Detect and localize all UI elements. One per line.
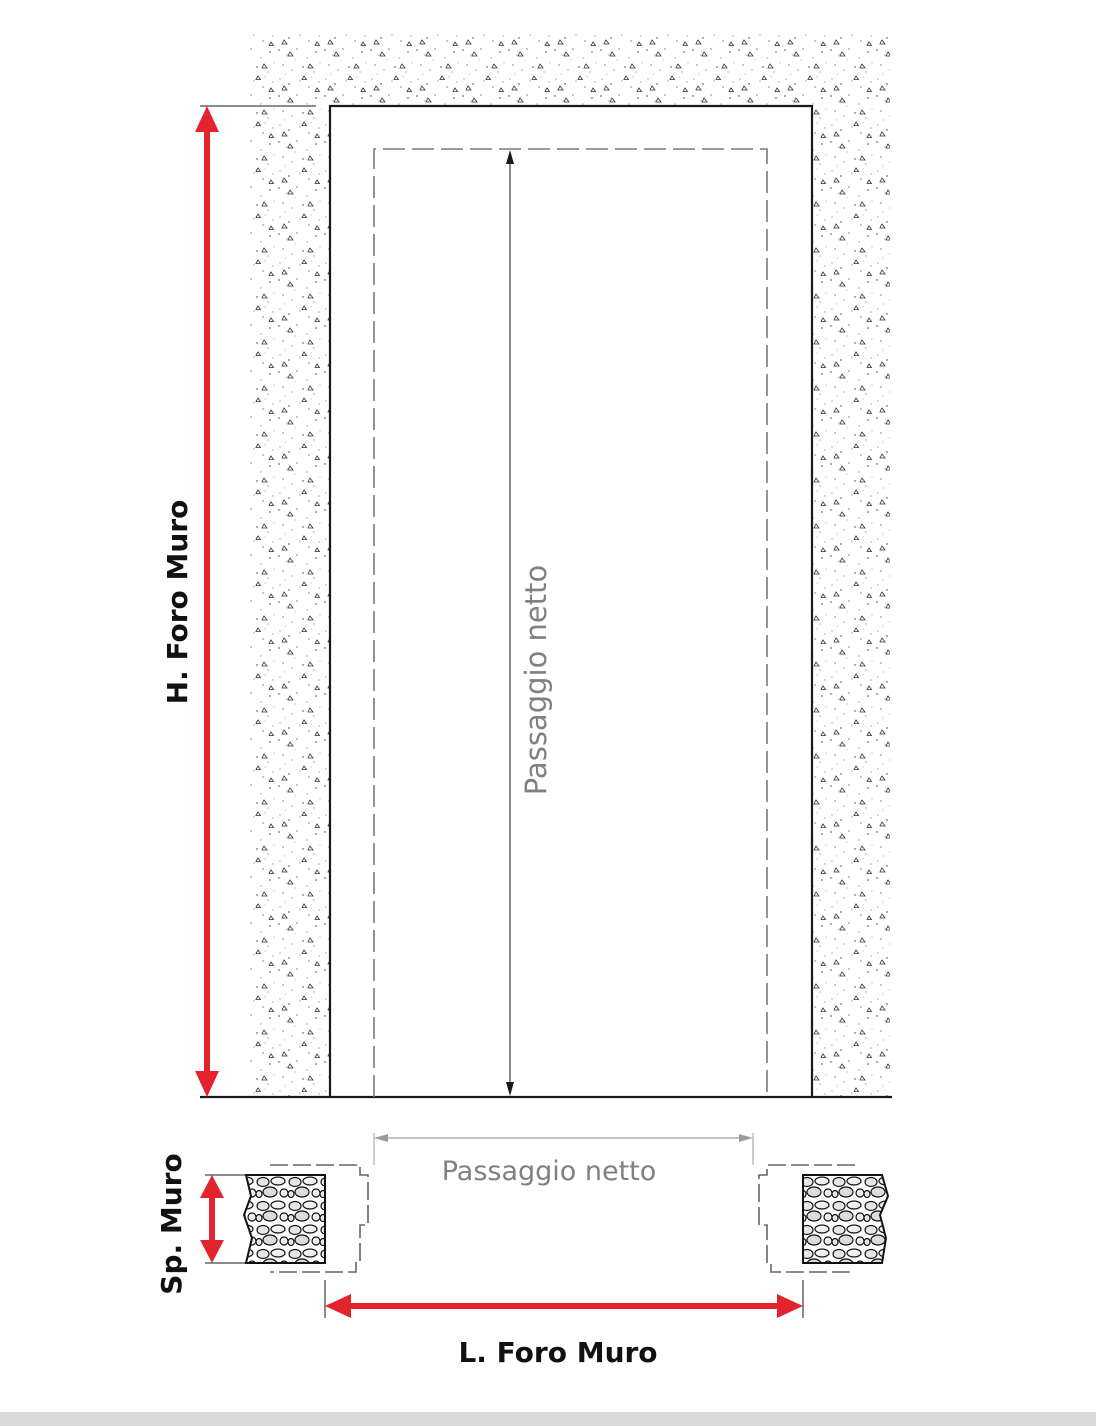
- clear-passage-vertical-arrow: [506, 150, 514, 1096]
- wall-concrete-fill: [250, 34, 890, 1097]
- width-dimension-arrow: [325, 1280, 803, 1318]
- height-dimension-label: H. Foro Muro: [161, 499, 194, 705]
- right-wall-section: [803, 1175, 888, 1263]
- clear-passage-horizontal-label: Passaggio netto: [441, 1156, 657, 1187]
- left-wall-section: [244, 1175, 325, 1263]
- height-dimension-arrow: [195, 106, 219, 1097]
- width-dimension-label: L. Foro Muro: [458, 1336, 658, 1369]
- wall-thickness-arrow: [200, 1175, 250, 1263]
- clear-passage-vertical-label: Passaggio netto: [519, 564, 553, 796]
- clear-passage-dashed-outline: [374, 149, 767, 1097]
- wall-thickness-label: Sp. Muro: [155, 1153, 188, 1295]
- footer-bar: [0, 1412, 1096, 1426]
